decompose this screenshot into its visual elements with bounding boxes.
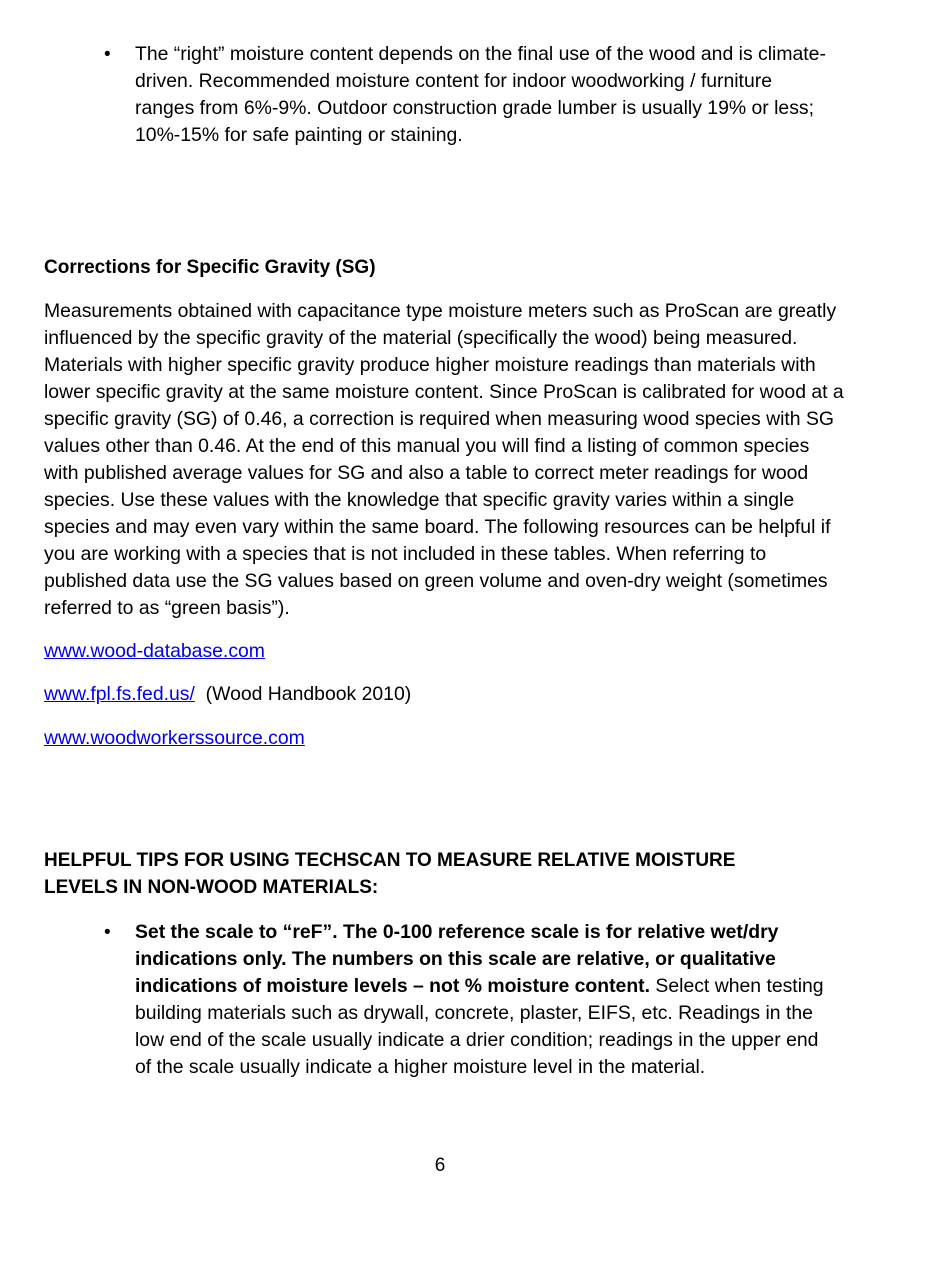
fpl-link-note: (Wood Handbook 2010) (205, 683, 412, 705)
moisture-content-bullet: The “right” moisture content depends on the final use of the wood and is climate-driven. Recommended moisture content for indoor woodworking / furniture ranges from 6%-9%. Outdoor construction grade lumber is usually 19% or less; 10%-15% for safe painting or staining. (135, 43, 826, 146)
ref-scale-bullet-bold: Set the scale to “reF”. The 0-100 reference scale is for relative wet/dry indications only. The numbers on this scale are relative, or qualitative indications of moisture levels – not % moisture content. (135, 921, 779, 997)
wood-database-link[interactable]: www.wood-database.com (44, 640, 265, 662)
resource-link-row (44, 638, 844, 665)
fpl-link[interactable]: www.fpl.fs.fed.us/ (44, 683, 195, 705)
ref-scale-bullet (135, 919, 835, 1081)
sg-corrections-paragraph: Measurements obtained with capacitance type moisture meters such as ProScan are greatly influenced by the specific gravity of the material (specifically the wood) being measured. Materials with higher specific gravity produce higher moisture readings than materials with lower specific gravity at the same moisture content. Since ProScan is calibrated for wood at a specific gravity (SG) of 0.46, a correction is required when measuring wood species with SG values other than 0.46. At the end of this manual you will find a listing of common species with published average values for SG and also a table to correct meter readings for wood species. Use these values with the knowledge that specific gravity varies within a single species and may even vary within the same board. The following resources can be helpful if you are working with a species that is not included in these tables. When referring to published data use the SG values based on green volume and oven-dry weight (sometimes referred to as “green basis”). (44, 300, 844, 619)
sg-corrections-heading: Corrections for Specific Gravity (SG) (44, 257, 376, 278)
resource-link-row (44, 681, 844, 708)
techscan-tips-heading: HELPFUL TIPS FOR USING TECHSCAN TO MEASURE RELATIVE MOISTURE LEVELS IN NON-WOOD MATERIALS: (44, 850, 736, 898)
resource-link-row (44, 725, 844, 752)
page-number: 6 (434, 1155, 446, 1176)
woodworkers-source-link[interactable]: www.woodworkerssource.com (44, 727, 305, 749)
bullet-marker: • (104, 44, 111, 65)
ref-scale-bullet-text: Select when testing building materials such as drywall, concrete, plaster, EIFS, etc. Readings in the low end of the scale usually indicate a drier condition; readings in the upper end of the scale usually indicate a higher moisture level in the material. (135, 975, 824, 1078)
bullet-marker: • (104, 922, 111, 943)
